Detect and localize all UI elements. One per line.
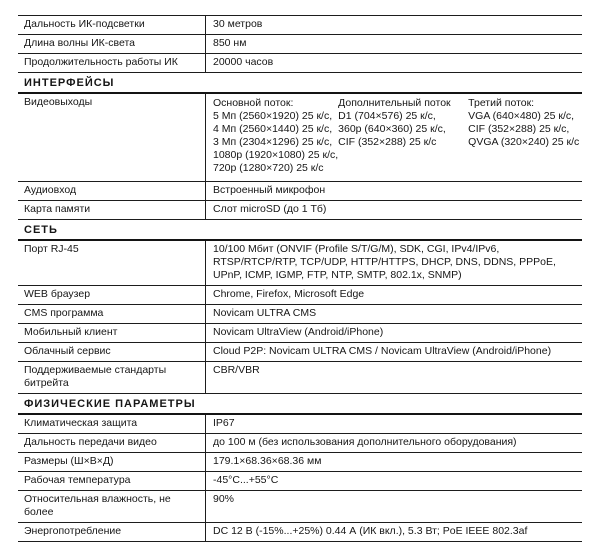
spec-row <box>18 362 582 394</box>
spec-label: Карта памяти <box>18 201 206 219</box>
stream-line: QVGA (320×240) 25 к/с <box>468 136 580 148</box>
spec-label: Рабочая температура <box>18 472 206 490</box>
stream-line: VGA (640×480) 25 к/с, <box>468 110 575 122</box>
spec-label: Размеры (Ш×В×Д) <box>18 453 206 471</box>
spec-value: Слот microSD (до 1 Тб) <box>213 203 327 215</box>
spec-row <box>18 182 582 201</box>
spec-label: Видеовыходы <box>18 94 206 181</box>
spec-row <box>18 523 582 542</box>
spec-label: Дальность передачи видео <box>18 434 206 452</box>
spec-value: 10/100 Мбит (ONVIF (Profile S/T/G/M), SDK, CGI, IPv4/IPv6, RTSP/RTCP/RTP, TCP/UDP, HTTP/HTTPS, DHCP, DNS, DDNS, PPPoE, UPnP, ICMP, IGMP, FTP, NTP, SMTP, 802.1x, SNMP) <box>213 243 556 281</box>
spec-row <box>18 415 582 434</box>
spec-row <box>18 491 582 523</box>
spec-table <box>18 15 582 542</box>
spec-value: 850 нм <box>213 37 247 49</box>
stream-line: 720p (1280×720) 25 к/с <box>213 162 324 174</box>
spec-value: до 100 м (без использования дополнительного оборудования) <box>213 436 517 448</box>
section-header-label: СЕТЬ <box>24 224 58 236</box>
spec-row <box>18 472 582 491</box>
spec-row <box>18 201 582 220</box>
spec-value: -45°C...+55°C <box>213 474 279 486</box>
stream-line: D1 (704×576) 25 к/с, <box>338 110 436 122</box>
spec-row <box>18 286 582 305</box>
stream-line: 3 Мп (2304×1296) 25 к/с, <box>213 136 333 148</box>
spec-label: CMS программа <box>18 305 206 323</box>
section-header-label: ИНТЕРФЕЙСЫ <box>24 77 115 89</box>
spec-value: Novicam ULTRA CMS <box>213 307 317 319</box>
stream-column <box>468 97 579 175</box>
spec-label: Климатическая защита <box>18 415 206 433</box>
stream-line: Дополнительный поток <box>338 97 451 109</box>
spec-value: Chrome, Firefox, Microsoft Edge <box>213 288 365 300</box>
spec-label: Длина волны ИК-света <box>18 35 206 53</box>
spec-row <box>18 305 582 324</box>
spec-label: Энергопотребление <box>18 523 206 541</box>
section-header-row <box>18 73 582 94</box>
spec-row <box>18 324 582 343</box>
spec-row <box>18 434 582 453</box>
spec-value: Cloud P2P: Novicam ULTRA CMS / Novicam UltraView (Android/iPhone) <box>213 345 552 357</box>
spec-value: 90% <box>213 493 235 505</box>
spec-value: CBR/VBR <box>213 364 260 376</box>
stream-line: 360p (640×360) 25 к/с, <box>338 123 446 135</box>
stream-line: 4 Мп (2560×1440) 25 к/с, <box>213 123 333 135</box>
spec-row <box>18 16 582 35</box>
spec-label: Относительная влажность, не более <box>18 491 206 522</box>
spec-label: Порт RJ-45 <box>18 241 206 285</box>
spec-value: DC 12 В (-15%...+25%) 0.44 А (ИК вкл.), 5.3 Вт; PoE IEEE 802.3af <box>213 525 528 537</box>
spec-value: 30 метров <box>213 18 263 30</box>
stream-line: 5 Мп (2560×1920) 25 к/с, <box>213 110 333 122</box>
spec-value: 179.1×68.36×68.36 мм <box>213 455 322 467</box>
section-header-row <box>18 394 582 415</box>
spec-row <box>18 54 582 73</box>
stream-column <box>213 97 338 175</box>
section-header-row <box>18 220 582 241</box>
spec-label: WEB браузер <box>18 286 206 304</box>
spec-row <box>18 35 582 54</box>
spec-value: 20000 часов <box>213 56 274 68</box>
spec-label: Аудиовход <box>18 182 206 200</box>
stream-line: CIF (352×288) 25 к/с, <box>468 123 570 135</box>
spec-row <box>18 343 582 362</box>
stream-line: Основной поток: <box>213 97 294 109</box>
stream-column <box>338 97 468 175</box>
stream-line: 1080p (1920×1080) 25 к/с, <box>213 149 339 161</box>
spec-label: Поддерживаемые стандарты битрейта <box>18 362 206 393</box>
spec-value: IP67 <box>213 417 235 429</box>
spec-label: Продолжительность работы ИК <box>18 54 206 72</box>
spec-row <box>18 94 582 182</box>
spec-row <box>18 241 582 286</box>
stream-line: Третий поток: <box>468 97 535 109</box>
spec-value: Встроенный микрофон <box>213 184 326 196</box>
spec-label: Облачный сервис <box>18 343 206 361</box>
section-header-label: ФИЗИЧЕСКИЕ ПАРАМЕТРЫ <box>24 398 196 410</box>
stream-line: CIF (352×288) 25 к/с <box>338 136 437 148</box>
spec-label: Дальность ИК-подсветки <box>18 16 206 34</box>
spec-label: Мобильный клиент <box>18 324 206 342</box>
spec-value: Novicam UltraView (Android/iPhone) <box>213 326 384 338</box>
spec-row <box>18 453 582 472</box>
spec-value-streams <box>206 94 582 181</box>
